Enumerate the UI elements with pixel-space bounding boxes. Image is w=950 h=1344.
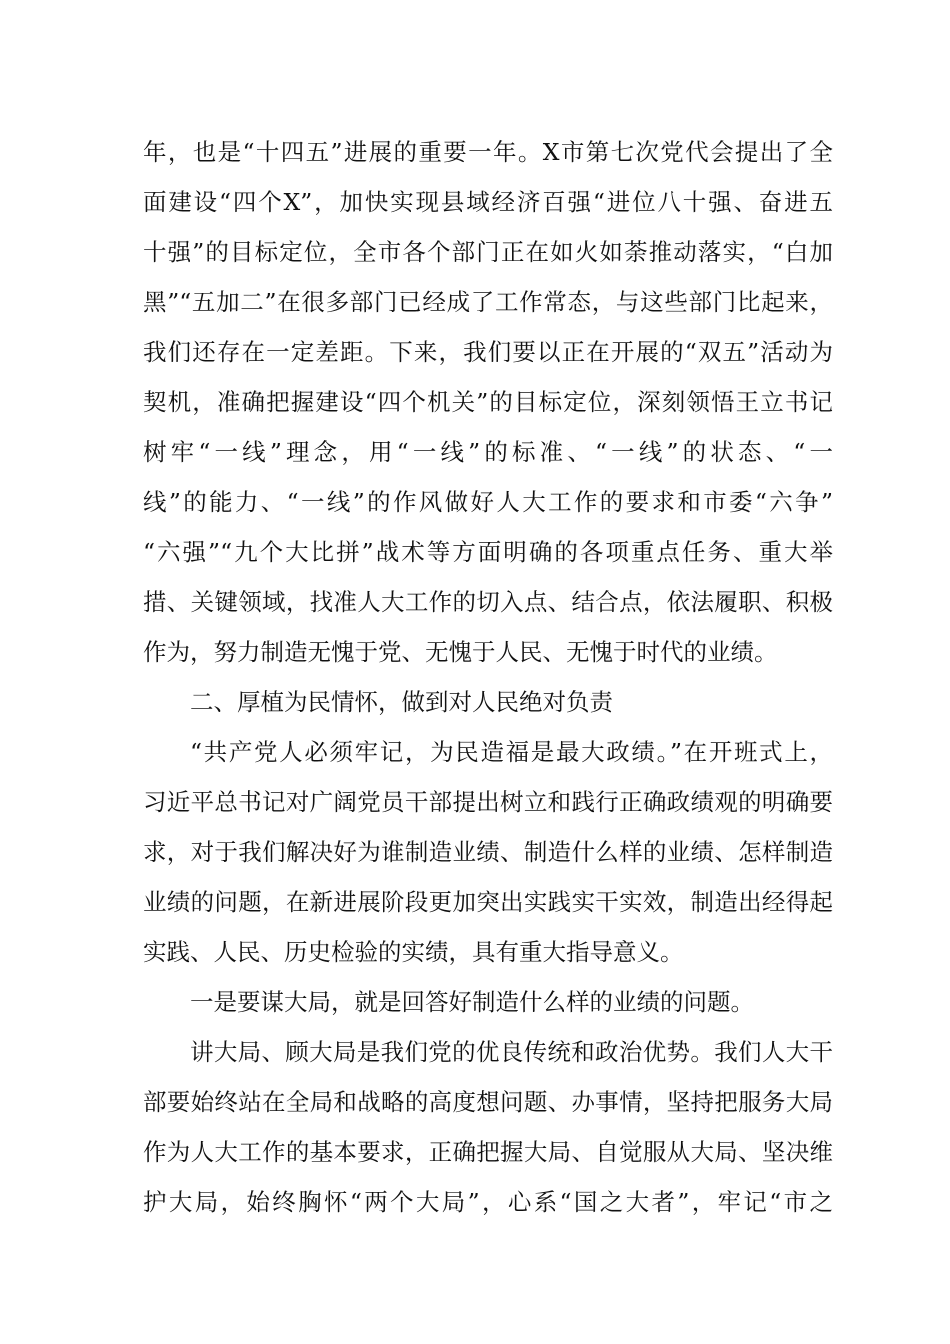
text-line: 面建设“四个X”，加快实现县域经济百强“进位八十强、奋进五	[143, 188, 833, 216]
text-line: 部要始终站在全局和战略的高度想问题、办事情，坚持把服务大局	[143, 1088, 833, 1116]
text-line: 习近平总书记对广阔党员干部提出树立和践行正确政绩观的明确要	[143, 788, 833, 816]
text-line: 年，也是“十四五”进展的重要一年。X市第七次党代会提出了全	[143, 138, 833, 166]
text-line: 作为，努力制造无愧于党、无愧于人民、无愧于时代的业绩。	[143, 638, 778, 666]
text-line: 我们还存在一定差距。下来，我们要以正在开展的“双五”活动为	[143, 338, 833, 366]
text-line: 作为人大工作的基本要求，正确把握大局、自觉服从大局、坚决维	[143, 1138, 833, 1166]
text-line: 护大局，始终胸怀“两个大局”，心系“国之大者”，牢记“市之	[143, 1188, 833, 1216]
text-line: 黑”“五加二”在很多部门已经成了工作常态，与这些部门比起来，	[143, 288, 833, 316]
body-text	[143, 127, 833, 1227]
text-line: 实践、人民、历史检验的实绩，具有重大指导意义。	[143, 938, 684, 966]
text-line: “共产党人必须牢记，为民造福是最大政绩。”在开班式上，	[190, 738, 833, 766]
text-line: 一是要谋大局，就是回答好制造什么样的业绩的问题。	[190, 988, 754, 1016]
text-line: 讲大局、顾大局是我们党的优良传统和政治优势。我们人大干	[190, 1038, 833, 1066]
text-line: 措、关键领域，找准人大工作的切入点、结合点，依法履职、积极	[143, 588, 833, 616]
text-line: 业绩的问题，在新进展阶段更加突出实践实干实效，制造出经得起	[143, 888, 833, 916]
text-line: “六强”“九个大比拼”战术等方面明确的各项重点任务、重大举	[143, 538, 833, 566]
text-line: 契机，准确把握建设“四个机关”的目标定位，深刻领悟王立书记	[143, 388, 833, 416]
text-line: 十强”的目标定位，全市各个部门正在如火如荼推动落实，“白加	[143, 238, 833, 266]
text-line: 求，对于我们解决好为谁制造业绩、制造什么样的业绩、怎样制造	[143, 838, 833, 866]
text-line: 树牢“一线”理念，用“一线”的标准、“一线”的状态、“一	[143, 438, 833, 466]
text-line: 线”的能力、“一线”的作风做好人大工作的要求和市委“六争”	[143, 488, 833, 516]
text-line: 二、厚植为民情怀，做到对人民绝对负责	[190, 688, 613, 716]
